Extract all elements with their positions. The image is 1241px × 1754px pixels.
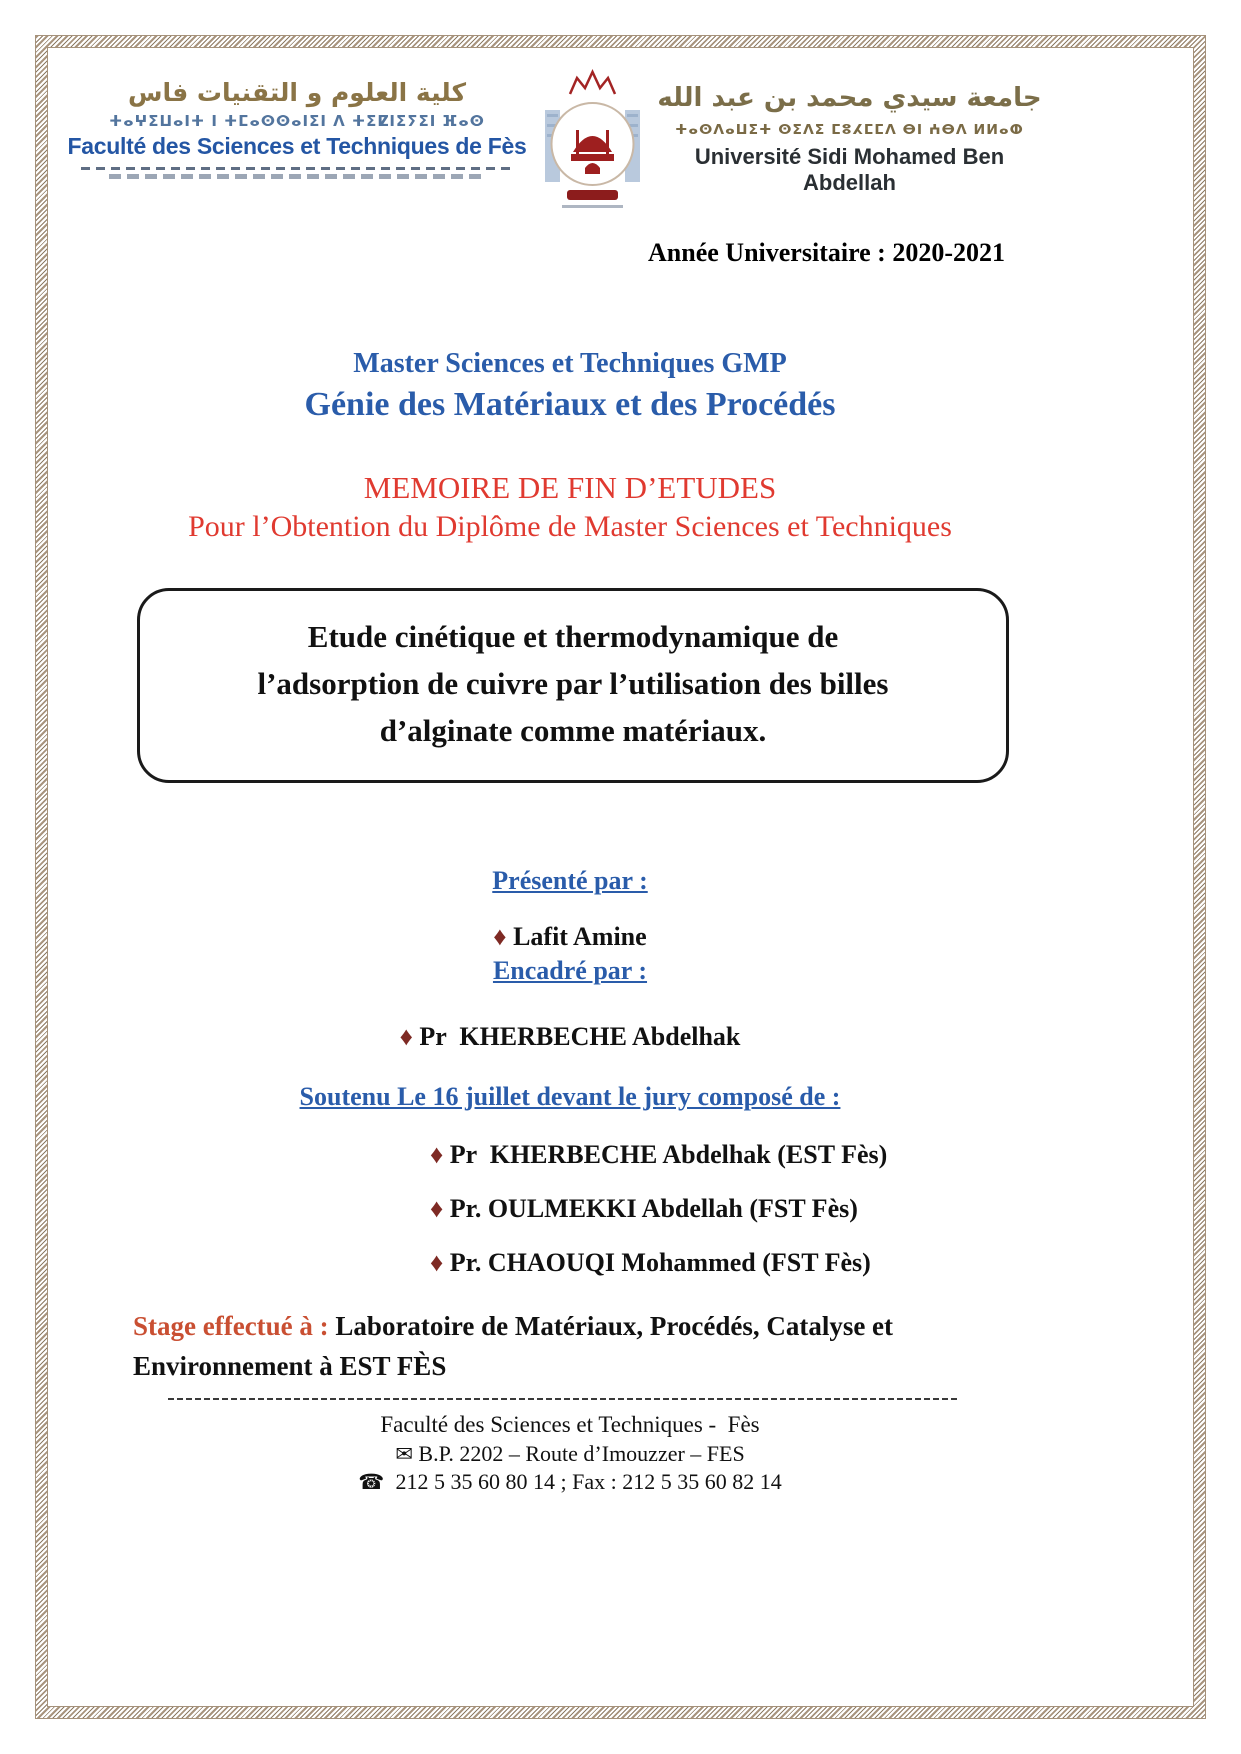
dashed-separator [168,1398,960,1400]
thesis-title-line: l’adsorption de cuivre par l’utilisation des billes [257,666,889,701]
phone-icon: ☎ [358,1470,385,1494]
memoire-subheading: Pour l’Obtention du Diplôme de Master Sciences et Techniques [188,510,952,543]
defense-heading: Soutenu Le 16 juillet devant le jury composé de : [299,1082,841,1111]
faculty-block [62,68,532,179]
jury-member-name: Pr. OULMEKKI Abdellah (FST Fès) [449,1194,858,1223]
diamond-bullet-icon: ♦ [399,1022,413,1051]
thesis-title-line: Etude cinétique et thermodynamique de [307,619,839,654]
presented-by-heading: Présenté par : [492,866,648,895]
header [62,68,1047,223]
diamond-bullet-icon: ♦ [493,922,507,951]
university-emblem-icon [535,68,650,218]
supervised-by-heading: Encadré par : [492,956,648,985]
footer-phone: ☎ 212 5 35 60 80 14 ; Fax : 212 5 35 60 82 14 [358,1469,782,1494]
faculty-name-tifinagh: ⵜⴰⵖⵉⵡⴰⵏⵜ ⵏ ⵜⵎⴰⵙⵙⴰⵏⵉⵏ ⴷ ⵜⵉⵇⵏⵉⵢⵉⵏ ⴼⴰⵙ [109,112,485,130]
university-name-tifinagh: ⵜⴰⵙⴷⴰⵡⵉⵜ ⵙⵉⴷⵉ ⵎⵓⵃⵎⵎⴷ ⴱⵏ ⵄⴱⴷ ⵍⵍⴰⵀ [675,122,1024,138]
jury-member [430,1194,887,1224]
diamond-bullet-icon: ♦ [430,1248,444,1277]
jury-list [430,1140,887,1302]
decorative-dash-line [109,174,485,179]
program-name: Master Sciences et Techniques GMP [353,348,787,379]
jury-member-name: Pr. CHAOUQI Mohammed (FST Fès) [449,1248,871,1277]
memoire-heading: MEMOIRE DE FIN D’ETUDES [363,470,777,505]
envelope-icon: ✉ [395,1442,413,1466]
faculty-name-arabic: كلية العلوم و التقنيات فاس [127,78,467,107]
internship-label: Stage effectué à : [133,1311,329,1341]
university-logo [535,68,650,223]
jury-member-name: Pr KHERBECHE Abdelhak (EST Fès) [449,1140,888,1169]
author-name-text: Lafit Amine [513,922,647,951]
university-name-french: Université Sidi Mohamed Ben Abdellah [694,144,1005,195]
internship-value: Laboratoire de Matériaux, Procédés, Catalyse et Environnement à EST FÈS [133,1311,900,1381]
footer-faculty: Faculté des Sciences et Techniques - Fès [380,1412,760,1437]
thesis-title-box [137,588,1009,783]
decorative-dash-line [81,167,513,170]
academic-year: Année Universitaire : 2020-2021 [648,238,1005,267]
university-name-arabic: جامعة سيدي محمد بن عبد الله [657,83,1042,113]
supervisor-name [47,1022,1093,1052]
jury-member [430,1140,887,1170]
thesis-title-line: d’alginate comme matériaux. [379,713,767,748]
jury-member [430,1248,887,1278]
supervisor-name-text: Pr KHERBECHE Abdelhak [419,1022,741,1051]
diamond-bullet-icon: ♦ [430,1194,444,1223]
author-name [47,922,1093,952]
internship-location [133,1306,1019,1386]
footer-address: ✉ B.P. 2202 – Route d’Imouzzer – FES [395,1441,745,1466]
university-block [652,68,1047,196]
faculty-name-french: Faculté des Sciences et Techniques de Fès [67,133,527,159]
program-title: Génie des Matériaux et des Procédés [304,386,836,423]
diamond-bullet-icon: ♦ [430,1140,444,1169]
